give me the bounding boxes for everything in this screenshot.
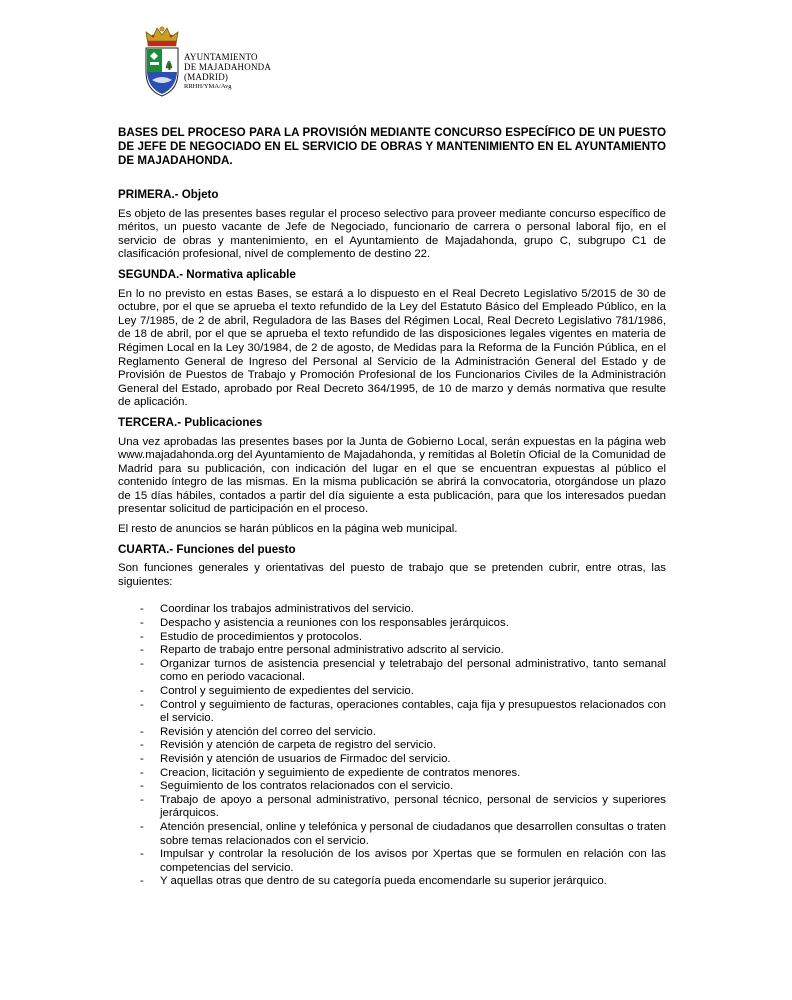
section-paragraph: En lo no previsto en estas Bases, se estará a lo dispuesto en el Real Decreto Legislativo 5/2015 de 30 de octubre, por el que se aprueba el texto refundido de la Ley del Estatuto Básico del Empleado Público, en la Ley 7/1985, de 2 de abril, Reguladora de las Bases del Régimen Local, Real Decreto Legislativo 781/1986, de 18 de abril, por el que se aprueba el texto refundido de las disposiciones legales vigentes en materia de Régimen Local en la Ley 30/1984, de 2 de agosto, de Medidas para la Reforma de la Función Pública, en el Reglamento General de Ingreso del Personal al Servicio de la Administración General del Estado y de Provisión de Puestos de Trabajo y Promoción Profesional de los Funcionarios Civiles de la Administración General del Estado, aprobado por Real Decreto 364/1995, de 10 de marzo y demás normativa que resulte de aplicación.: [118, 287, 666, 409]
org-line-3: (MADRID): [184, 72, 229, 82]
org-line-2: DE MAJADAHONDA: [184, 62, 272, 72]
section-paragraph: Son funciones generales y orientativas del puesto de trabajo que se pretenden cubrir, entre otras, las siguientes:: [118, 562, 666, 588]
list-item: - Revisión y atención del correo del servicio.: [118, 726, 666, 740]
list-item: - Control y seguimiento de expedientes del servicio.: [118, 685, 666, 699]
section-heading-segunda: SEGUNDA.- Normativa aplicable: [118, 267, 296, 281]
list-item: - Control y seguimiento de facturas, operaciones contables, caja fija y presupuestos relacionados con el servicio.: [118, 699, 666, 726]
reference-code: RRHH/YMA/Avg: [184, 83, 232, 90]
list-item: - Coordinar los trabajos administrativos del servicio.: [118, 603, 666, 617]
list-item: - Trabajo de apoyo a personal administrativo, personal técnico, personal de servicios y superiores jerárquicos.: [118, 794, 666, 821]
letterhead: [142, 24, 442, 104]
list-item: - Reparto de trabajo entre personal administrativo adscrito al servicio.: [118, 644, 666, 658]
list-item: - Organizar turnos de asistencia presencial y teletrabajo del personal administrativo, tanto semanal como en periodo vacacional.: [118, 658, 666, 685]
list-item: - Estudio de procedimientos y protocolos.: [118, 631, 666, 645]
document-title: BASES DEL PROCESO PARA LA PROVISIÓN MEDIANTE CONCURSO ESPECÍFICO DE UN PUESTO DE JEFE DE NEGOCIADO EN EL SERVICIO DE OBRAS Y MANTENIMIENTO EN EL AYUNTAMIENTO DE MAJADAHONDA.: [118, 126, 666, 167]
section-heading-tercera: TERCERA.- Publicaciones: [118, 415, 263, 429]
document-body: [118, 126, 666, 889]
list-item: - Impulsar y controlar la resolución de los avisos por Xpertas que se formulen en relación con las competencias del servicio.: [118, 848, 666, 875]
list-item: - Revisión y atención de carpeta de registro del servicio.: [118, 739, 666, 753]
list-item: - Atención presencial, online y telefónica y personal de ciudadanos que desarrollen consultas o traten sobre temas relacionados con el servicio.: [118, 821, 666, 848]
section-paragraph: El resto de anuncios se harán públicos en la página web municipal.: [118, 523, 458, 536]
section-paragraph: Una vez aprobadas las presentes bases por la Junta de Gobierno Local, serán expuestas en la página web www.majadahonda.org del Ayuntamiento de Majadahonda, y remitidas al Boletín Oficial de la Comunidad de Madrid para su publicación, con indicación del lugar en el que se encuentran expuestas al público el contenido íntegro de las mismas. En la misma publicación se abrirá la convocatoria, otorgándose un plazo de 15 días hábiles, contados a partir del día siguiente a esta publicación, para que los interesados puedan presentar solicitud de participación en el proceso.: [118, 435, 666, 516]
list-item: - Despacho y asistencia a reuniones con los responsables jerárquicos.: [118, 617, 666, 631]
organization-name: [184, 52, 271, 92]
section-heading-primera: PRIMERA.- Objeto: [118, 188, 219, 201]
section-heading-cuarta: CUARTA.- Funciones del puesto: [118, 542, 296, 556]
coat-of-arms-icon: [142, 24, 182, 100]
list-item: - Creacion, licitación y seguimiento de expediente de contratos menores.: [118, 767, 666, 781]
section-paragraph: Es objeto de las presentes bases regular el proceso selectivo para proveer mediante concurso específico de méritos, un puesto vacante de Jefe de Negociado, funcionario de carrera o personal laboral fijo, en el servicio de obras y mantenimiento, en el Ayuntamiento de Majadahonda, grupo C, subgrupo C1 de clasificación profesional, nivel de complemento de destino 22.: [118, 207, 666, 261]
list-item: - Seguimiento de los contratos relacionados con el servicio.: [118, 780, 666, 794]
list-item: - Y aquellas otras que dentro de su categoría pueda encomendarle su superior jerárquico.: [118, 875, 666, 889]
list-item: - Revisión y atención de usuarios de Firmadoc del servicio.: [118, 753, 666, 767]
org-line-1: AYUNTAMIENTO: [184, 52, 258, 62]
functions-list: [118, 603, 666, 888]
